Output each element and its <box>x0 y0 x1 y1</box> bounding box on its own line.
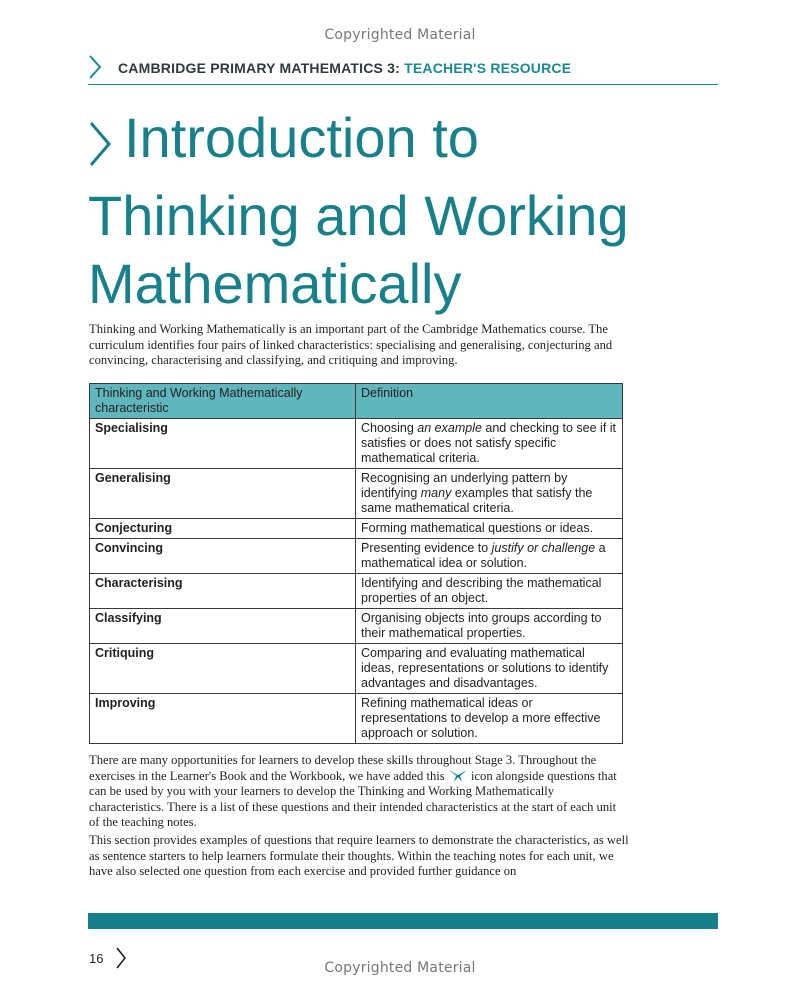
characteristic-cell: Generalising <box>90 469 356 519</box>
watermark-top: Copyrighted Material <box>324 27 476 43</box>
definition-cell: Presenting evidence to justify or challenge a mathematical idea or solution. <box>356 539 623 574</box>
table-row <box>90 469 623 519</box>
title-line-2: Thinking and Working <box>88 184 629 247</box>
title-line-3: Mathematically <box>88 252 462 315</box>
characteristics-table <box>89 383 623 744</box>
table-row <box>90 574 623 609</box>
definition-cell: Organising objects into groups according to their mathematical properties. <box>356 609 623 644</box>
table-header-row <box>90 384 623 419</box>
header-title <box>118 60 571 76</box>
footer-bar <box>88 913 718 929</box>
intro-paragraph: Thinking and Working Mathematically is an important part of the Cambridge Mathematics course. The curriculum identifies four pairs of linked characteristics: specialising and generalising, conjecturing and convincing, characterising and classifying, and critiquing and improving. <box>89 322 613 368</box>
page-title <box>88 104 728 318</box>
characteristic-cell: Critiquing <box>90 644 356 694</box>
chevron-right-icon <box>88 114 124 182</box>
definition-cell: Choosing an example and checking to see if it satisfies or does not satisfy specific mathematical criteria. <box>356 419 623 469</box>
table-row <box>90 609 623 644</box>
definition-cell: Forming mathematical questions or ideas. <box>356 519 623 539</box>
title-line-1: Introduction to <box>124 106 479 169</box>
column-header-characteristic: Thinking and Working Mathematically characteristic <box>90 384 356 419</box>
watermark-bottom: Copyrighted Material <box>324 960 476 976</box>
definition-cell: Refining mathematical ideas or representations to develop a more effective approach or solution. <box>356 694 623 744</box>
characteristic-cell: Improving <box>90 694 356 744</box>
table-row <box>90 419 623 469</box>
column-header-definition: Definition <box>356 384 623 419</box>
running-header <box>88 54 718 85</box>
header-prefix: CAMBRIDGE PRIMARY MATHEMATICS 3: <box>118 60 400 76</box>
table-row <box>90 644 623 694</box>
definition-cell: Recognising an underlying pattern by identifying many examples that satisfy the same mathematical criteria. <box>356 469 623 519</box>
table-row <box>90 539 623 574</box>
thinking-working-icon <box>448 769 468 783</box>
opportunities-paragraph: There are many opportunities for learners to develop these skills throughout Stage 3. Throughout the exercises in the Learner's Book and the Workbook, we have added this icon alongside questions that can be used by you with your learners to develop the Thinking and Working Mathematically characteristics. There is a list of these questions and their intended characteristics at the start of each unit of the teaching notes. <box>89 753 617 829</box>
page-number: 16 <box>89 951 104 966</box>
definition-cell: Identifying and describing the mathematical properties of an object. <box>356 574 623 609</box>
characteristic-cell: Specialising <box>90 419 356 469</box>
header-rule <box>88 84 718 85</box>
characteristic-cell: Conjecturing <box>90 519 356 539</box>
characteristic-cell: Characterising <box>90 574 356 609</box>
definition-cell: Comparing and evaluating mathematical ideas, representations or solutions to identify advantages and disadvantages. <box>356 644 623 694</box>
chevron-right-icon <box>88 55 102 84</box>
characteristic-cell: Convincing <box>90 539 356 574</box>
header-suffix: TEACHER'S RESOURCE <box>404 60 572 76</box>
section-paragraph: This section provides examples of questions that require learners to demonstrate the characteristics, as well as sentence starters to help learners formulate their thoughts. Within the teaching notes for each unit, we have also selected one question from each exercise and provided further guidance on <box>89 833 629 878</box>
characteristic-cell: Classifying <box>90 609 356 644</box>
table-row <box>90 694 623 744</box>
table-row <box>90 519 623 539</box>
